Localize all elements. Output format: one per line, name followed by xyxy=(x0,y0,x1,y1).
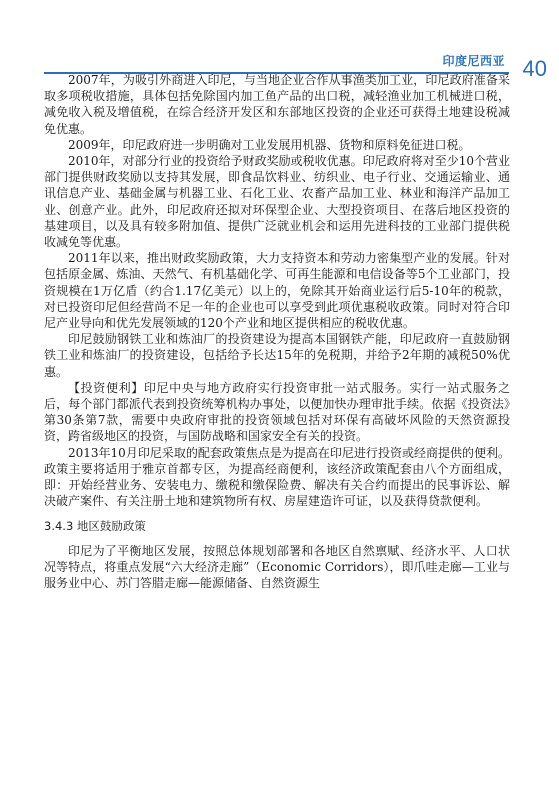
paragraph: 印尼为了平衡地区发展，按照总体规划部署和各地区自然禀赋、经济水平、人口状况等特点，将重点发展“六大经济走廊”（Economic Corridors），即爪哇走廊—工业与服务业中心、苏门答腊走廊—能源储备、自然资源生 xyxy=(44,543,510,591)
page-body xyxy=(44,72,510,591)
page-number: 40 xyxy=(522,56,547,81)
paragraph: 2013年10月印尼采取的配套政策焦点是为提高在印尼进行投资或经商提供的便利。政策主要将适用于雅京首都专区，为提高经商便利，该经济政策配套由八个方面组成，即：开始经营业务、安装电力、缴税和缴保险费、解决有关合约而提出的民事诉讼、解决破产案件、有关注册土地和建筑物所有权、房屋建造许可证，以及获得贷款便利。 xyxy=(44,445,510,509)
paragraph: 2010年，对部分行业的投资给予财政奖励或税收优惠。印尼政府将对至少10个营业部门提供财政奖励以支持其发展，即食品饮料业、纺织业、电子行业、交通运输业、通讯信息产业、基础金属与机器工业、石化工业、农畜产品加工业、林业和海洋产品加工业、创意产业。此外，印尼政府还拟对环保型企业、大型投资项目、在落后地区投资的基建项目，以及具有较多附加值、提供广泛就业机会和运用先进科技的工业部门提供税收减免等优惠。 xyxy=(44,154,510,250)
paragraph: 2007年，为吸引外商进入印尼，与当地企业合作从事渔类加工业，印尼政府准备采取多项税收措施，具体包括免除国内加工鱼产品的出口税，减轻渔业加工机械进口税，减免收入税及增值税，在综合经济开发区和东部地区投资的企业还可获得土地建设税减免优惠。 xyxy=(44,73,510,136)
header-country-label: 印度尼西亚 xyxy=(442,54,505,68)
paragraph: 印尼鼓励钢铁工业和炼油厂的投资建设为提高本国钢铁产能，印尼政府一直鼓励钢铁工业和炼油厂的投资建设，包括给予长达15年的免税期，并给予2年期的减税50%优惠。 xyxy=(44,332,510,379)
paragraph: 2011年以来，推出财政奖励政策，大力支持资本和劳动力密集型产业的发展。针对包括原金属、炼油、天然气、有机基础化学、可再生能源和电信设备等5个工业部门，投资规模在1万亿盾（约合1.17亿美元）以上的，免除其开始商业运行后5-10年的税款，对已投资印尼但经营尚不足一年的企业也可以享受到此项优惠税收政策。同时对符合印尼产业导向和优先发展领域的120个产业和地区提供相应的税收优惠。 xyxy=(44,251,510,331)
paragraph: 【投资便利】印尼中央与地方政府实行投资审批一站式服务。实行一站式服务之后，每个部门都派代表到投资统筹机构办事处，以便加快办理审批手续。依据《投资法》第30条第7款，需要中央政府审批的投资领域包括对环保有高破坏风险的天然资源投资，跨省级地区的投资，与国防战略和国家安全有关的投资。 xyxy=(44,380,510,444)
section-heading: 3.4.3 地区鼓励政策 xyxy=(44,519,146,534)
paragraph: 2009年，印尼政府进一步明确对工业发展用机器、货物和原料免征进口税。 xyxy=(68,137,471,152)
